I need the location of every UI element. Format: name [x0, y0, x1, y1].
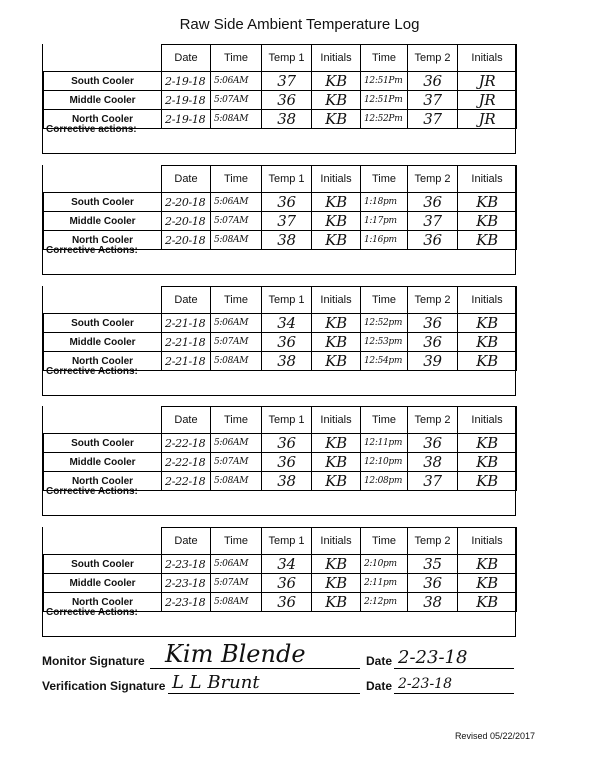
- monitor-signature-line[interactable]: [150, 668, 360, 669]
- entry-time1[interactable]: 5:08AM: [211, 472, 262, 491]
- entry-temp1[interactable]: 36: [262, 91, 312, 110]
- column-header: Time: [361, 528, 408, 555]
- verification-date-label: Date: [366, 679, 393, 693]
- page-title: Raw Side Ambient Temperature Log: [179, 16, 420, 33]
- corrective-actions-label: Corrective Actions:: [46, 607, 138, 618]
- entry-init1[interactable]: KB: [312, 333, 361, 352]
- entry-date[interactable]: 2-20-18: [162, 193, 211, 212]
- entry-temp2[interactable]: 36: [408, 72, 458, 91]
- column-header: Initials: [458, 45, 517, 72]
- entry-init2[interactable]: KB: [458, 212, 517, 231]
- column-header: Temp 2: [408, 528, 458, 555]
- column-header: Initials: [312, 528, 361, 555]
- entry-time1[interactable]: 5:07AM: [211, 574, 262, 593]
- entry-init1[interactable]: KB: [312, 314, 361, 333]
- entry-time2[interactable]: 2:11pm: [361, 574, 408, 593]
- entry-init2[interactable]: KB: [458, 555, 517, 574]
- column-header: Time: [211, 407, 262, 434]
- column-header: Initials: [312, 166, 361, 193]
- header-blank-cell: [44, 166, 162, 193]
- verification-signature-line[interactable]: [168, 693, 360, 694]
- corrective-actions-field[interactable]: [43, 380, 515, 395]
- entry-time1[interactable]: 5:06AM: [211, 193, 262, 212]
- entry-date[interactable]: 2-23-18: [162, 593, 211, 612]
- entry-time1[interactable]: 5:08AM: [211, 352, 262, 371]
- entry-temp2[interactable]: 39: [408, 352, 458, 371]
- entry-temp2[interactable]: 36: [408, 574, 458, 593]
- entry-time1[interactable]: 5:06AM: [211, 434, 262, 453]
- corrective-actions-label: Corrective actions:: [46, 124, 137, 135]
- entry-temp1[interactable]: 38: [262, 472, 312, 491]
- verification-date-value: 2-23-18: [398, 676, 452, 692]
- cooler-location: South Cooler: [44, 72, 162, 91]
- entry-time1[interactable]: 5:08AM: [211, 593, 262, 612]
- column-header: Initials: [312, 45, 361, 72]
- entry-temp2[interactable]: 36: [408, 333, 458, 352]
- entry-temp1[interactable]: 36: [262, 193, 312, 212]
- entry-date[interactable]: 2-20-18: [162, 231, 211, 250]
- entry-date[interactable]: 2-20-18: [162, 212, 211, 231]
- entry-time2[interactable]: 12:53pm: [361, 333, 408, 352]
- entry-date[interactable]: 2-21-18: [162, 314, 211, 333]
- entry-time1[interactable]: 5:07AM: [211, 212, 262, 231]
- column-header: Date: [162, 528, 211, 555]
- revision-note: Revised 05/22/2017: [454, 731, 535, 741]
- cooler-location: North Cooler: [44, 352, 162, 371]
- column-header: Time: [211, 287, 262, 314]
- column-header: Date: [162, 407, 211, 434]
- entry-date[interactable]: 2-19-18: [162, 110, 211, 129]
- entry-date[interactable]: 2-21-18: [162, 333, 211, 352]
- entry-date[interactable]: 2-19-18: [162, 91, 211, 110]
- corrective-actions-field[interactable]: [43, 138, 515, 153]
- entry-time2[interactable]: 12:10pm: [361, 453, 408, 472]
- cooler-location: Middle Cooler: [44, 333, 162, 352]
- column-header: Initials: [458, 287, 517, 314]
- entry-init1[interactable]: KB: [312, 574, 361, 593]
- entry-time2[interactable]: 12:52pm: [361, 314, 408, 333]
- entry-time1[interactable]: 5:07AM: [211, 91, 262, 110]
- table-row: [44, 434, 517, 453]
- entry-date[interactable]: 2-22-18: [162, 434, 211, 453]
- monitor-signature-value: Kim Blende: [165, 640, 306, 668]
- entry-time1[interactable]: 5:08AM: [211, 231, 262, 250]
- entry-init1[interactable]: KB: [312, 434, 361, 453]
- column-header: Time: [361, 166, 408, 193]
- entry-time2[interactable]: 1:16pm: [361, 231, 408, 250]
- entry-temp1[interactable]: 37: [262, 72, 312, 91]
- column-header: Date: [162, 45, 211, 72]
- entry-init1[interactable]: KB: [312, 352, 361, 371]
- column-header: Temp 1: [262, 45, 312, 72]
- entry-init2[interactable]: KB: [458, 352, 517, 371]
- column-header: Temp 1: [262, 287, 312, 314]
- temperature-table: [43, 527, 517, 612]
- entry-time2[interactable]: 12:51Pm: [361, 91, 408, 110]
- entry-time2[interactable]: 12:52Pm: [361, 110, 408, 129]
- entry-temp2[interactable]: 37: [408, 91, 458, 110]
- entry-temp2[interactable]: 36: [408, 193, 458, 212]
- column-header: Time: [211, 528, 262, 555]
- table-row: [44, 314, 517, 333]
- entry-init2[interactable]: JR: [458, 72, 517, 91]
- entry-date[interactable]: 2-22-18: [162, 472, 211, 491]
- corrective-actions-label: Corrective Actions:: [46, 486, 138, 497]
- entry-init2[interactable]: KB: [458, 193, 517, 212]
- entry-init2[interactable]: KB: [458, 593, 517, 612]
- verification-date-line[interactable]: [394, 693, 514, 694]
- entry-temp2[interactable]: 35: [408, 555, 458, 574]
- temperature-table: [43, 165, 517, 250]
- entry-temp2[interactable]: 38: [408, 453, 458, 472]
- corrective-actions-field[interactable]: [43, 259, 515, 274]
- entry-init2[interactable]: KB: [458, 574, 517, 593]
- cooler-location: North Cooler: [44, 110, 162, 129]
- entry-temp1[interactable]: 34: [262, 555, 312, 574]
- entry-time2[interactable]: 2:12pm: [361, 593, 408, 612]
- table-row: [44, 574, 517, 593]
- entry-date[interactable]: 2-21-18: [162, 352, 211, 371]
- cooler-location: South Cooler: [44, 434, 162, 453]
- header-row: [44, 528, 517, 555]
- column-header: Initials: [312, 287, 361, 314]
- log-block: [42, 286, 516, 396]
- column-header: Temp 2: [408, 166, 458, 193]
- column-header: Time: [211, 166, 262, 193]
- entry-init2[interactable]: KB: [458, 453, 517, 472]
- cooler-location: Middle Cooler: [44, 453, 162, 472]
- entry-init2[interactable]: JR: [458, 91, 517, 110]
- table-row: [44, 333, 517, 352]
- column-header: Date: [162, 166, 211, 193]
- entry-temp1[interactable]: 36: [262, 434, 312, 453]
- column-header: Temp 1: [262, 528, 312, 555]
- log-block: [42, 165, 516, 275]
- column-header: Temp 1: [262, 166, 312, 193]
- monitor-date-value: 2-23-18: [398, 647, 468, 668]
- cooler-location: Middle Cooler: [44, 212, 162, 231]
- table-row: [44, 91, 517, 110]
- entry-init1[interactable]: KB: [312, 472, 361, 491]
- monitor-signature-label: Monitor Signature: [42, 654, 145, 668]
- entry-temp1[interactable]: 34: [262, 314, 312, 333]
- entry-init2[interactable]: KB: [458, 472, 517, 491]
- column-header: Time: [361, 45, 408, 72]
- column-header: Temp 2: [408, 287, 458, 314]
- entry-init2[interactable]: KB: [458, 434, 517, 453]
- table-row: [44, 72, 517, 91]
- entry-temp1[interactable]: 38: [262, 110, 312, 129]
- entry-temp1[interactable]: 38: [262, 352, 312, 371]
- entry-temp1[interactable]: 38: [262, 231, 312, 250]
- cooler-location: Middle Cooler: [44, 91, 162, 110]
- entry-init2[interactable]: KB: [458, 314, 517, 333]
- entry-time2[interactable]: 12:11pm: [361, 434, 408, 453]
- entry-init1[interactable]: KB: [312, 110, 361, 129]
- entry-time2[interactable]: 1:17pm: [361, 212, 408, 231]
- monitor-date-line[interactable]: [394, 668, 514, 669]
- entry-time1[interactable]: 5:08AM: [211, 110, 262, 129]
- column-header: Time: [361, 407, 408, 434]
- verification-signature-label: Verification Signature: [42, 679, 166, 693]
- entry-init1[interactable]: KB: [312, 231, 361, 250]
- log-block: [42, 406, 516, 516]
- entry-temp2[interactable]: 37: [408, 212, 458, 231]
- column-header: Initials: [458, 166, 517, 193]
- temperature-table: [43, 286, 517, 371]
- column-header: Time: [211, 45, 262, 72]
- entry-init2[interactable]: JR: [458, 110, 517, 129]
- column-header: Time: [361, 287, 408, 314]
- cooler-location: Middle Cooler: [44, 574, 162, 593]
- table-row: [44, 193, 517, 212]
- cooler-location: South Cooler: [44, 555, 162, 574]
- header-row: [44, 407, 517, 434]
- entry-time1[interactable]: 5:06AM: [211, 555, 262, 574]
- header-row: [44, 166, 517, 193]
- corrective-actions-field[interactable]: [43, 621, 515, 636]
- entry-init1[interactable]: KB: [312, 453, 361, 472]
- entry-temp2[interactable]: 36: [408, 231, 458, 250]
- corrective-actions-label: Corrective Actions:: [46, 366, 138, 377]
- corrective-actions-label: Corrective Actions:: [46, 245, 138, 256]
- header-blank-cell: [44, 45, 162, 72]
- log-block: [42, 44, 516, 154]
- verification-signature-value: L L Brunt: [172, 672, 260, 693]
- entry-temp2[interactable]: 37: [408, 472, 458, 491]
- cooler-location: North Cooler: [44, 231, 162, 250]
- log-block: [42, 527, 516, 637]
- header-blank-cell: [44, 528, 162, 555]
- column-header: Temp 2: [408, 407, 458, 434]
- entry-date[interactable]: 2-23-18: [162, 555, 211, 574]
- entry-init2[interactable]: KB: [458, 231, 517, 250]
- table-row: [44, 453, 517, 472]
- entry-init1[interactable]: KB: [312, 72, 361, 91]
- entry-time1[interactable]: 5:07AM: [211, 333, 262, 352]
- entry-init1[interactable]: KB: [312, 193, 361, 212]
- table-row: [44, 212, 517, 231]
- corrective-actions-field[interactable]: [43, 500, 515, 515]
- entry-date[interactable]: 2-22-18: [162, 453, 211, 472]
- column-header: Initials: [458, 407, 517, 434]
- entry-temp2[interactable]: 37: [408, 110, 458, 129]
- cooler-location: North Cooler: [44, 593, 162, 612]
- entry-date[interactable]: 2-23-18: [162, 574, 211, 593]
- temperature-table: [43, 406, 517, 491]
- entry-init1[interactable]: KB: [312, 555, 361, 574]
- header-row: [44, 45, 517, 72]
- entry-temp2[interactable]: 38: [408, 593, 458, 612]
- column-header: Initials: [312, 407, 361, 434]
- entry-temp1[interactable]: 36: [262, 333, 312, 352]
- entry-temp2[interactable]: 36: [408, 314, 458, 333]
- column-header: Temp 2: [408, 45, 458, 72]
- header-row: [44, 287, 517, 314]
- entry-temp1[interactable]: 36: [262, 453, 312, 472]
- column-header: Temp 1: [262, 407, 312, 434]
- entry-temp1[interactable]: 36: [262, 593, 312, 612]
- entry-date[interactable]: 2-19-18: [162, 72, 211, 91]
- temperature-table: [43, 44, 517, 129]
- entry-time2[interactable]: 2:10pm: [361, 555, 408, 574]
- entry-init1[interactable]: KB: [312, 91, 361, 110]
- entry-init1[interactable]: KB: [312, 212, 361, 231]
- entry-time2[interactable]: 12:08pm: [361, 472, 408, 491]
- entry-time2[interactable]: 12:51Pm: [361, 72, 408, 91]
- entry-init2[interactable]: KB: [458, 333, 517, 352]
- cooler-location: South Cooler: [44, 314, 162, 333]
- cooler-location: North Cooler: [44, 472, 162, 491]
- entry-temp1[interactable]: 37: [262, 212, 312, 231]
- entry-temp1[interactable]: 36: [262, 574, 312, 593]
- column-header: Initials: [458, 528, 517, 555]
- header-blank-cell: [44, 407, 162, 434]
- entry-time1[interactable]: 5:06AM: [211, 314, 262, 333]
- cooler-location: South Cooler: [44, 193, 162, 212]
- monitor-date-label: Date: [366, 654, 393, 668]
- entry-time2[interactable]: 12:54pm: [361, 352, 408, 371]
- column-header: Date: [162, 287, 211, 314]
- entry-time1[interactable]: 5:06AM: [211, 72, 262, 91]
- entry-time1[interactable]: 5:07AM: [211, 453, 262, 472]
- table-row: [44, 555, 517, 574]
- entry-temp2[interactable]: 36: [408, 434, 458, 453]
- entry-init1[interactable]: KB: [312, 593, 361, 612]
- header-blank-cell: [44, 287, 162, 314]
- entry-time2[interactable]: 1:18pm: [361, 193, 408, 212]
